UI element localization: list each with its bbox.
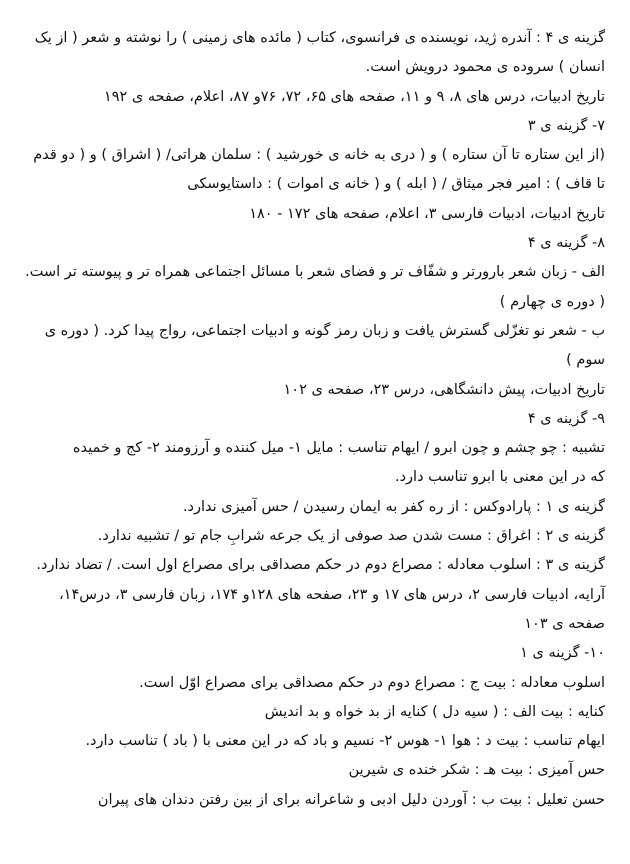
text-line: تاریخ ادبیات، ادبیات فارسی ۳، اعلام، صفحه های ۱۷۲ - ۱۸۰ <box>249 205 605 222</box>
text-line: آرایه، ادبیات فارسی ۲، درس های ۱۷ و ۲۳، صفحه های ۱۲۸و ۱۷۴، زبان فارسی ۳، درس۱۴، <box>58 586 605 603</box>
text-line: حس آمیزی : بیت هـ : شکر خنده ی شیرین <box>348 762 605 779</box>
text-line: ( دوره ی چهارم ) <box>499 293 605 310</box>
document-page <box>20 24 605 815</box>
text-line: تا قاف ) : امیر فجر میثاق / ( ابله ) و ( خانه ی اموات ) : داستایوسکی <box>187 176 605 193</box>
text-line: تشبیه : چو چشم و چون ابرو / ایهام تناسب : مایل ۱- میل کننده و آرزومند ۲- کج و خمیده <box>72 440 605 457</box>
text-line: گزینه ی ۱ : پارادوکس : از ره کفر به ایمان رسیدن / حس آمیزی ندارد. <box>182 498 605 515</box>
answer-heading: ۸- گزینه ی ۴ <box>527 235 605 252</box>
text-line: الف - زبان شعر بارورتر و شفّاف تر و فضای شعر با مسائل اجتماعی همراه تر و پیوسته تر است. <box>25 264 605 281</box>
text-line: اسلوب معادله : بیت ج : مصراع دوم در حکم مصداقی برای مصراع اوّل است. <box>139 674 605 691</box>
text-line: که در این معنی با ابرو تناسب دارد. <box>394 469 605 486</box>
text-line: تاریخ ادبیات، پیش دانشگاهی، درس ۲۳، صفحه ی ۱۰۲ <box>283 381 605 398</box>
answer-heading: ۱۰- گزینه ی ۱ <box>520 645 605 662</box>
text-line: کنایه : بیت الف : ( سیه دل ) کنایه از بد خواه و بد اندیش <box>264 703 605 720</box>
text-line: ب - شعر نو تغزّلی گسترش یافت و زبان رمز گونه و ادبیات اجتماعی، رواج پیدا کرد. ( دوره ی <box>44 322 605 339</box>
text-line: سوم ) <box>566 352 605 369</box>
answer-heading: ۷- گزینه ی ۳ <box>527 117 605 134</box>
text-line: ایهام تناسب : بیت د : هوا ۱- هوس ۲- نسیم و باد که در این معنی با ( باد ) تناسب دارد. <box>85 733 605 750</box>
text-line: تاریخ ادبیات، درس های ۸، ۹ و ۱۱، صفحه های ۶۵، ۷۲، ۷۶و ۸۷، اعلام، صفحه ی ۱۹۲ <box>103 88 605 105</box>
text-line: (از این ستاره تا آن ستاره ) و ( دری به خانه ی خورشید ) : سلمان هراتی/ ( اشراق ) و ( دو قدم <box>33 147 605 164</box>
text-line: گزینه ی ۳ : اسلوب معادله : مصراع دوم در حکم مصداقی برای مصراع اول است. / تضاد ندارد. <box>36 557 605 574</box>
text-line: گزینه ی ۲ : اغراق : مست شدن صد صوفی از یک جرعه شرابِ جام تو / تشبیه ندارد. <box>97 528 605 545</box>
text-line: حسن تعلیل : بیت ب : آوردن دلیل ادبی و شاعرانه برای از بین رفتن دندان های پیران <box>97 791 605 808</box>
text-line: انسان ) سروده ی محمود درویش است. <box>365 59 605 76</box>
answer-heading: ۹- گزینه ی ۴ <box>527 410 605 427</box>
text-line: گزینه ی ۴ : آندره ژید، نویسنده ی فرانسوی، کتاب ( مائده های زمینی ) را نوشته و شعر ( از یک <box>34 30 605 46</box>
text-line: صفحه ی ۱۰۳ <box>524 615 605 632</box>
